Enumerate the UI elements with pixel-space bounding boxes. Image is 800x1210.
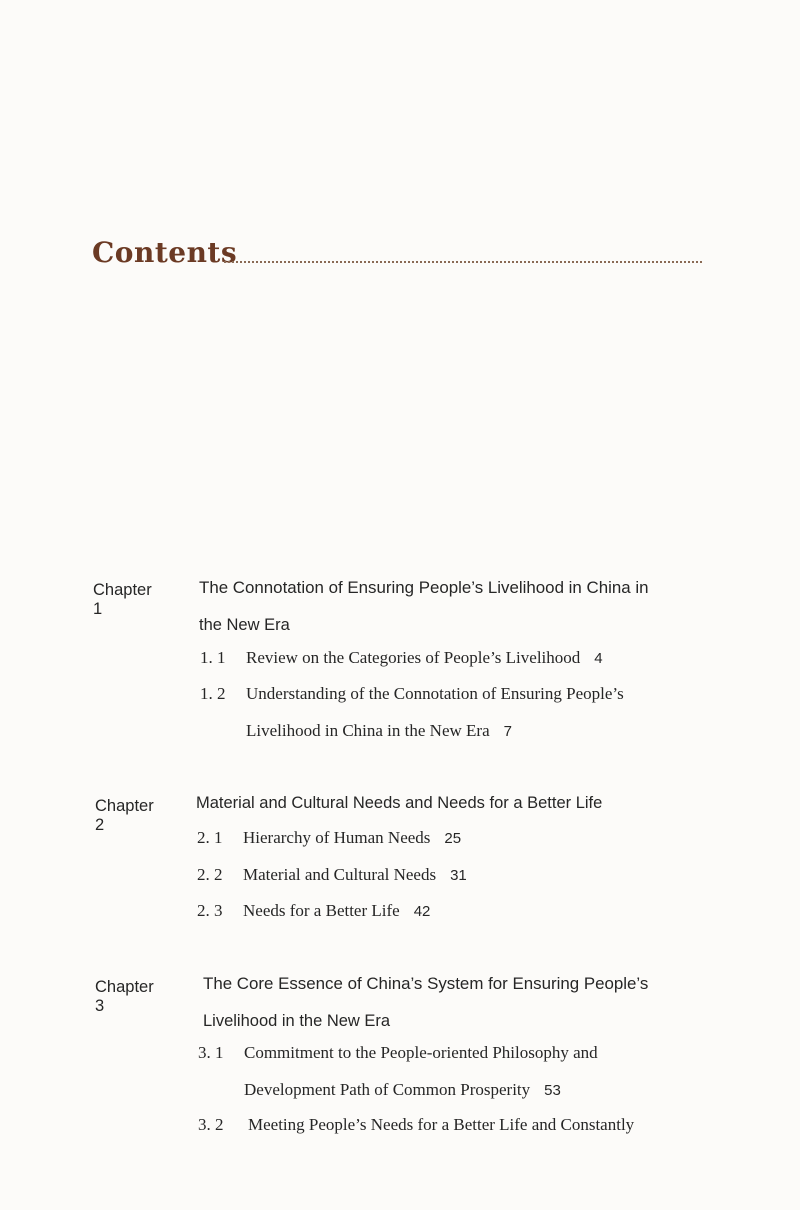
page-number: 53 [544, 1082, 561, 1099]
chapter-title-line: The Core Essence of China’s System for Ensuring People’s [203, 974, 649, 993]
section-title-continued: Development Path of Common Prosperity 53 [244, 1080, 561, 1099]
section-number: 1. 2 [200, 684, 226, 703]
section-title: Review on the Categories of People’s Livelihood 4 [246, 648, 603, 667]
section-number: 1. 1 [200, 648, 226, 667]
chapter-title-line: Livelihood in the New Era [203, 1012, 391, 1030]
toc-entry[interactable] [198, 1035, 718, 1107]
contents-heading [92, 236, 702, 280]
section-title: Understanding of the Connotation of Ensuring People’s [246, 684, 624, 703]
dotted-leader [224, 261, 702, 263]
toc-entry[interactable] [200, 676, 720, 748]
toc-entry[interactable] [198, 1107, 718, 1143]
chapter-title-line: The Connotation of Ensuring People’s Livelihood in China in [199, 578, 649, 597]
page-number: 42 [413, 903, 431, 920]
section-title: Material and Cultural Needs 31 [243, 865, 467, 884]
chapter-title-line: Material and Cultural Needs and Needs for a Better Life [196, 794, 603, 812]
section-title: Commitment to the People-oriented Philosophy and [244, 1043, 598, 1062]
contents-title: Contents [92, 236, 238, 269]
page-number: 4 [594, 650, 603, 667]
toc-entry[interactable] [197, 893, 697, 929]
section-title: Hierarchy of Human Needs 25 [243, 828, 462, 847]
chapter-label: Chapter 3 [95, 978, 154, 1015]
page-number: 25 [444, 830, 462, 847]
section-number: 2. 1 [197, 828, 223, 847]
chapter-label: Chapter 2 [95, 797, 154, 834]
section-number: 3. 1 [198, 1043, 224, 1062]
section-number: 2. 3 [197, 901, 223, 920]
section-title: Needs for a Better Life 42 [243, 901, 431, 920]
section-title: Meeting People’s Needs for a Better Life and Constantly [248, 1115, 635, 1134]
toc-entry[interactable] [197, 857, 697, 893]
section-number: 2. 2 [197, 865, 223, 884]
chapter-label: Chapter 1 [93, 581, 152, 618]
section-title-continued: Livelihood in China in the New Era 7 [246, 721, 512, 740]
toc-entry[interactable] [200, 640, 720, 676]
chapter-title-line: the New Era [199, 616, 290, 634]
toc-entry[interactable] [197, 820, 697, 856]
section-number: 3. 2 [198, 1115, 224, 1134]
page-number: 7 [503, 723, 512, 740]
page-number: 31 [450, 867, 467, 884]
